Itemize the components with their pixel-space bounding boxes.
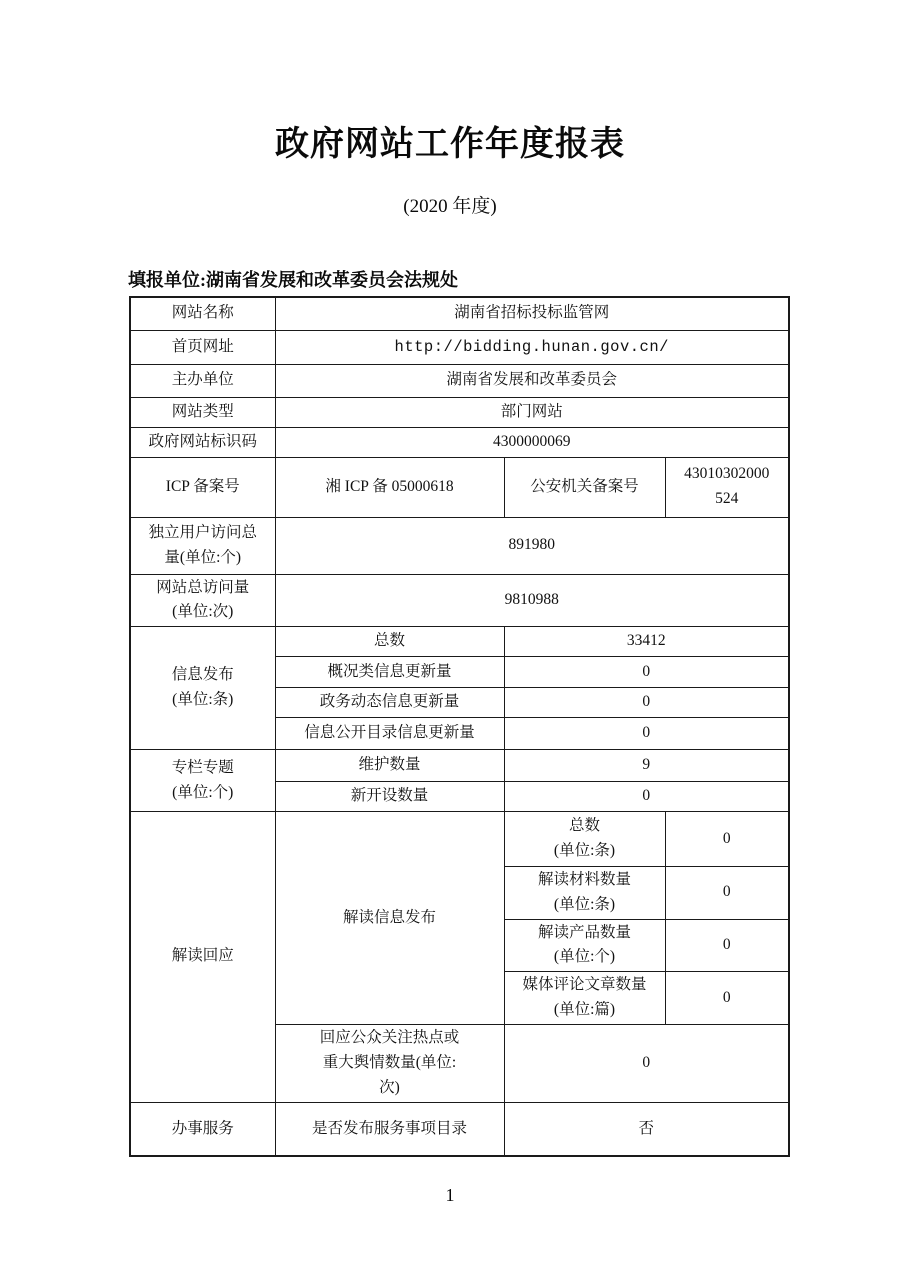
- info-publish-directory-value: 0: [504, 718, 789, 750]
- interp-media-label: 媒体评论文章数量 (单位:篇): [504, 972, 665, 1025]
- page-number: 1: [445, 1185, 455, 1205]
- special-columns-label: 专栏专题 (单位:个): [130, 750, 275, 812]
- sponsor-label: 主办单位: [130, 364, 275, 397]
- hotspot-value: 0: [504, 1025, 789, 1102]
- info-publish-overview-value: 0: [504, 657, 789, 688]
- unique-visitors-label: 独立用户访问总 量(单位:个): [130, 517, 275, 574]
- unique-visitors-value: 891980: [275, 517, 789, 574]
- page-title: 政府网站工作年度报表: [275, 125, 625, 163]
- table-row: [130, 1102, 789, 1156]
- icp-label: ICP 备案号: [130, 457, 275, 517]
- table-row: [130, 574, 789, 627]
- home-url-value: http://bidding.hunan.gov.cn/: [275, 330, 789, 364]
- annual-report-table: [129, 296, 790, 1157]
- site-name-value: 湖南省招标投标监管网: [275, 297, 789, 330]
- police-record-value: 43010302000524: [665, 457, 789, 517]
- info-publish-gov-news-value: 0: [504, 688, 789, 718]
- interpretation-publish-label: 解读信息发布: [275, 812, 504, 1025]
- special-columns-maintain-value: 9: [504, 750, 789, 782]
- info-publish-gov-news-label: 政务动态信息更新量: [275, 688, 504, 718]
- page-subtitle: (2020 年度): [403, 196, 497, 217]
- interp-material-label: 解读材料数量 (单位:条): [504, 867, 665, 920]
- table-row: [130, 297, 789, 330]
- info-publish-overview-label: 概况类信息更新量: [275, 657, 504, 688]
- site-id-label: 政府网站标识码: [130, 427, 275, 457]
- table-row: [130, 517, 789, 574]
- home-url-label: 首页网址: [130, 330, 275, 364]
- info-publish-label: 信息发布 (单位:条): [130, 627, 275, 750]
- table-row: [130, 364, 789, 397]
- info-publish-total-label: 总数: [275, 627, 504, 657]
- special-columns-new-label: 新开设数量: [275, 782, 504, 812]
- sponsor-value: 湖南省发展和改革委员会: [275, 364, 789, 397]
- services-directory-value: 否: [504, 1102, 789, 1156]
- interp-product-label: 解读产品数量 (单位:个): [504, 919, 665, 972]
- table-row: [130, 812, 789, 867]
- hotspot-label: 回应公众关注热点或 重大舆情数量(单位: 次): [275, 1025, 504, 1102]
- table-row: [130, 457, 789, 517]
- interpretation-label: 解读回应: [130, 812, 275, 1103]
- interp-material-value: 0: [665, 867, 789, 920]
- services-label: 办事服务: [130, 1102, 275, 1156]
- interp-total-value: 0: [665, 812, 789, 867]
- special-columns-maintain-label: 维护数量: [275, 750, 504, 782]
- table-row: [130, 330, 789, 364]
- total-visits-value: 9810988: [275, 574, 789, 627]
- info-publish-total-value: 33412: [504, 627, 789, 657]
- site-name-label: 网站名称: [130, 297, 275, 330]
- interp-media-value: 0: [665, 972, 789, 1025]
- total-visits-label: 网站总访问量 (单位:次): [130, 574, 275, 627]
- info-publish-directory-label: 信息公开目录信息更新量: [275, 718, 504, 750]
- table-row: [130, 397, 789, 427]
- table-row: [130, 750, 789, 782]
- services-directory-label: 是否发布服务事项目录: [275, 1102, 504, 1156]
- site-type-label: 网站类型: [130, 397, 275, 427]
- interp-product-value: 0: [665, 919, 789, 972]
- special-columns-new-value: 0: [504, 782, 789, 812]
- icp-value: 湘 ICP 备 05000618: [275, 457, 504, 517]
- table-row: [130, 627, 789, 657]
- reporting-unit: 填报单位:湖南省发展和改革委员会法规处: [128, 270, 458, 290]
- site-type-value: 部门网站: [275, 397, 789, 427]
- police-record-label: 公安机关备案号: [504, 457, 665, 517]
- site-id-value: 4300000069: [275, 427, 789, 457]
- interp-total-label: 总数 (单位:条): [504, 812, 665, 867]
- table-row: [130, 427, 789, 457]
